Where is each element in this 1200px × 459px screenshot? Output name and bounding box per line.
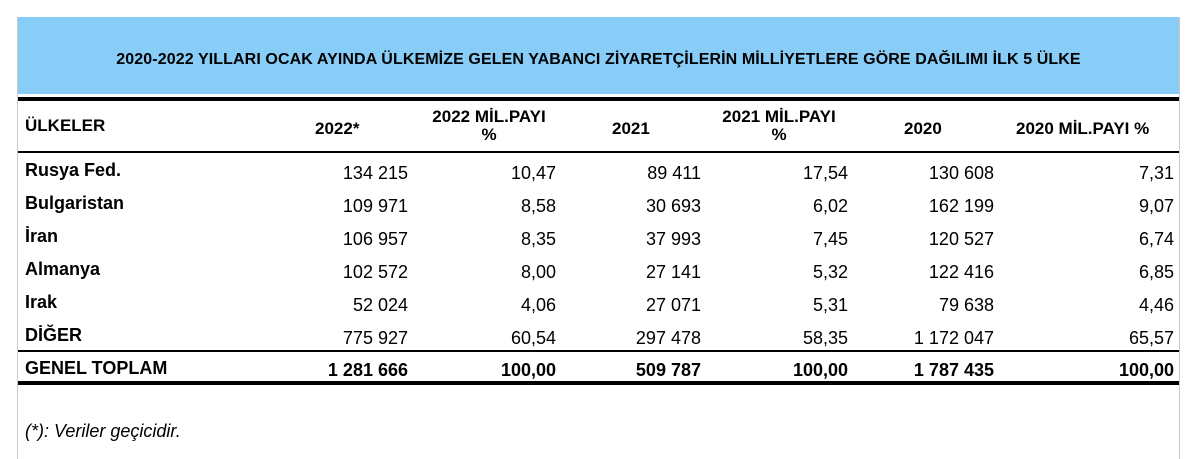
- total-2022: 1 281 666: [327, 360, 408, 380]
- share-2021: 5,32: [812, 262, 848, 282]
- table-title: 2020-2022 YILLARI OCAK AYINDA ÜLKEMİZE GELEN YABANCI ZİYARETÇİLERİN MİLLİYETLERE GÖRE DAĞILIMI İLK 5 ÜLKE: [116, 51, 1081, 68]
- total-label: GENEL TOPLAM: [25, 358, 168, 378]
- value-2020: 1 172 047: [913, 328, 994, 348]
- value-2021: 30 693: [645, 196, 701, 216]
- country-name: Rusya Fed.: [25, 160, 122, 180]
- col-header-ulkeler: ÜLKELER: [25, 116, 106, 135]
- share-2022: 8,35: [520, 229, 556, 249]
- country-name: Bulgaristan: [25, 193, 125, 213]
- value-2021: 37 993: [645, 229, 701, 249]
- col-header-2022-share-line2: %: [481, 125, 497, 144]
- col-header-2021-share-line1: 2021 MİL.PAYI: [722, 107, 836, 126]
- value-2022: 106 957: [342, 229, 408, 249]
- share-2020: 7,31: [1138, 163, 1174, 183]
- share-2021: 6,02: [812, 196, 848, 216]
- value-2021: 297 478: [635, 328, 701, 348]
- col-header-2021-share-line2: %: [771, 125, 787, 144]
- total-2021-share: 100,00: [792, 360, 848, 380]
- total-2022-share: 100,00: [500, 360, 556, 380]
- total-2021: 509 787: [635, 360, 701, 380]
- value-2022: 102 572: [342, 262, 408, 282]
- col-header-2020: 2020: [904, 119, 942, 138]
- total-top-rule: [18, 350, 1179, 352]
- share-2022: 4,06: [520, 295, 556, 315]
- share-2021: 17,54: [802, 163, 848, 183]
- share-2020: 65,57: [1128, 328, 1174, 348]
- value-2021: 89 411: [647, 163, 701, 183]
- value-2020: 162 199: [928, 196, 994, 216]
- value-2020: 79 638: [938, 295, 994, 315]
- value-2022: 134 215: [342, 163, 408, 183]
- value-2022: 109 971: [342, 196, 408, 216]
- share-2022: 60,54: [510, 328, 556, 348]
- country-name: İran: [25, 226, 59, 246]
- share-2022: 8,00: [520, 262, 556, 282]
- share-2020: 6,85: [1138, 262, 1174, 282]
- value-2020: 130 608: [928, 163, 994, 183]
- col-header-2021-share: [711, 108, 847, 144]
- country-name: Almanya: [25, 259, 101, 279]
- share-2020: 4,46: [1138, 295, 1174, 315]
- header-top-rule: [18, 97, 1179, 101]
- header-bottom-rule: [18, 151, 1179, 153]
- share-2020: 6,74: [1138, 229, 1174, 249]
- value-2022: 775 927: [342, 328, 408, 348]
- share-2021: 5,31: [812, 295, 848, 315]
- col-header-2022-share-line1: 2022 MİL.PAYI: [432, 107, 546, 126]
- country-name: DİĞER: [25, 325, 83, 345]
- col-header-2021: 2021: [612, 119, 650, 138]
- total-2020-share: 100,00: [1118, 360, 1174, 380]
- value-2021: 27 071: [645, 295, 701, 315]
- col-header-2022: 2022*: [315, 119, 360, 138]
- col-header-2020-share: 2020 MİL.PAYI %: [1016, 119, 1150, 138]
- country-name: Irak: [25, 292, 58, 312]
- share-2021: 7,45: [812, 229, 848, 249]
- value-2022: 52 024: [352, 295, 408, 315]
- share-2022: 8,58: [520, 196, 556, 216]
- total-bottom-rule: [18, 381, 1179, 385]
- value-2020: 120 527: [928, 229, 994, 249]
- share-2021: 58,35: [802, 328, 848, 348]
- value-2020: 122 416: [928, 262, 994, 282]
- value-2021: 27 141: [645, 262, 701, 282]
- footnote: (*): Veriler geçicidir.: [25, 421, 181, 441]
- total-2020: 1 787 435: [913, 360, 994, 380]
- col-header-2022-share: [421, 108, 557, 144]
- share-2020: 9,07: [1138, 196, 1174, 216]
- report-frame: [17, 17, 1180, 459]
- share-2022: 10,47: [510, 163, 556, 183]
